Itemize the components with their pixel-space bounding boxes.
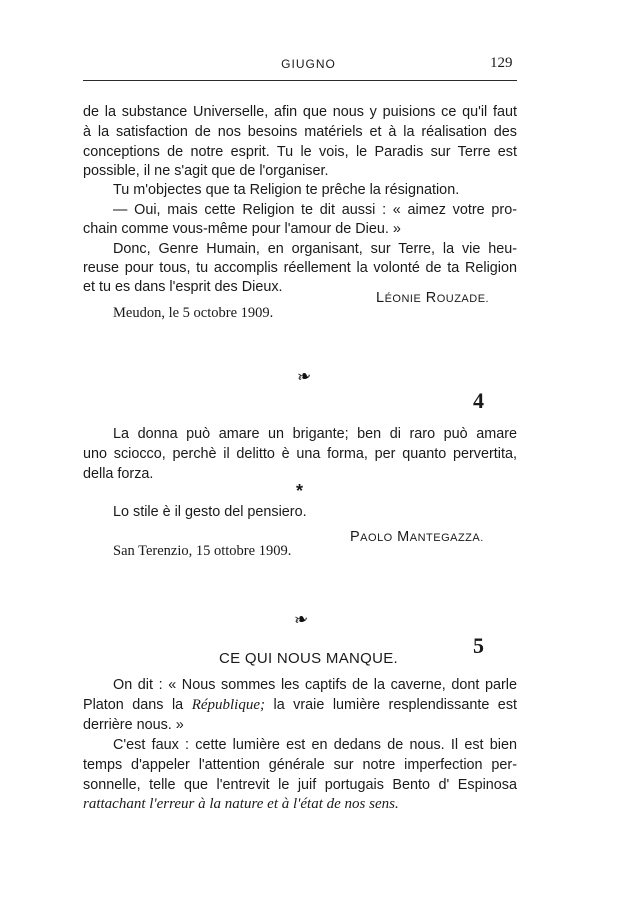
text-line: à la satisfaction de nos besoins matériels et à la réalisation des [83,124,517,140]
signature-mantegazza: PAOLO MANTEGAZZA. [350,529,484,545]
text-line: chain comme vous-même pour l'amour de Dieu. » [83,221,401,237]
section-number: 4 [473,388,484,413]
running-header: GIUGNO [281,57,336,71]
text-line: Donc, Genre Humain, en organisant, sur Terre, la vie heu- [113,241,517,257]
text-line: C'est faux : cette lumière est en dedans de nous. Il est bien [113,737,517,753]
text-line: possible, il ne s'agit que de l'organiser. [83,163,329,179]
ornament-icon: ❧ [295,365,313,388]
text-line: derrière nous. » [83,717,184,733]
text-line: La donna può amare un brigante; ben di raro può amare [113,426,517,442]
text-line: — Oui, mais cette Religion te dit aussi : « aimez votre pro- [113,202,517,218]
text-line: de la substance Universelle, afin que nous y puisions ce qu'il faut [83,104,517,120]
text-line: conceptions de notre esprit. Tu le vois, le Paradis sur Terre est [83,144,517,160]
text-line: uno sciocco, perchè il delitto è una forma, per quanto pervertita, [83,446,517,462]
text-line: rattachant l'erreur à la nature et à l'état de nos sens. [83,796,399,812]
header-rule [83,80,517,81]
place-date: Meudon, le 5 octobre 1909. [113,305,274,321]
text-line: Tu m'objectes que ta Religion te prêche la résignation. [113,182,460,198]
ornament-icon: ❧ [292,608,310,631]
text-line: reuse pour tous, tu accomplis réellement la volonté de ta Religion [83,260,517,276]
asterisk-separator: * [296,481,304,501]
section-number: 5 [473,633,484,658]
text-line: sonnelle, telle que l'entrevit le juif portugais Bento d' Espinosa [83,777,517,793]
page-number: 129 [490,55,513,71]
text-line: et tu es dans l'esprit des Dieux. [83,279,283,295]
text-line: della forza. [83,466,154,482]
text-line: On dit : « Nous sommes les captifs de la caverne, dont parle [113,677,517,693]
section-title: CE QUI NOUS MANQUE. [218,650,399,667]
place-date: San Terenzio, 15 ottobre 1909. [113,543,292,559]
signature-rouzade: LÉONIE ROUZADE. [376,290,490,306]
text-line: Platon dans la République; la vraie lumière resplendissante est [83,697,518,713]
text-line: temps d'appeler l'attention générale sur notre imperfection per- [83,757,517,773]
quote-line: Lo stile è il gesto del pensiero. [113,504,307,520]
